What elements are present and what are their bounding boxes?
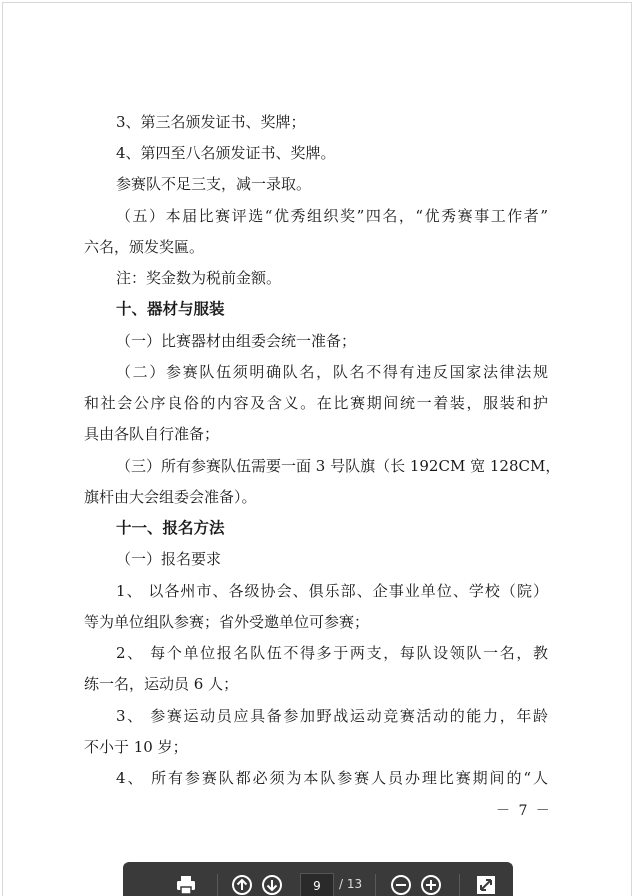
pdf-toolbar xyxy=(123,862,513,896)
page-number-input[interactable]: 9 xyxy=(300,873,334,896)
print-icon[interactable] xyxy=(175,874,197,896)
zoom-in-icon[interactable] xyxy=(420,874,442,896)
text-line: 4、第四至八名颁发证书、奖牌。 xyxy=(116,144,336,162)
text-line: 2、 每个单位报名队伍不得多于两支，每队设领队一名，教 xyxy=(116,644,548,662)
fit-page-icon[interactable] xyxy=(475,874,497,896)
subsection-heading: （一）报名要求 xyxy=(116,550,222,568)
text-line: （三）所有参赛队伍需要一面 3 号队旗（长 192CM 宽 128CM， xyxy=(116,457,561,475)
text-line: 注：奖金数为税前金额。 xyxy=(116,269,282,287)
arrow-up-icon[interactable] xyxy=(231,874,253,896)
text-line: （一）比赛器材由组委会统一准备； xyxy=(116,332,357,350)
text-line: （二）参赛队伍须明确队名，队名不得有违反国家法律法规 xyxy=(116,363,548,381)
text-line: 练一名，运动员 6 人； xyxy=(84,675,239,693)
toolbar-divider xyxy=(375,874,376,896)
text-line: 和社会公序良俗的内容及含义。在比赛期间统一着装，服装和护 xyxy=(84,394,548,412)
zoom-out-icon[interactable] xyxy=(390,874,412,896)
text-line: 参赛队不足三支，减一录取。 xyxy=(116,175,312,193)
page-total-label: / 13 xyxy=(339,877,363,891)
section-heading: 十、器材与服装 xyxy=(116,300,225,318)
toolbar-divider xyxy=(217,874,218,896)
text-line: 3、 参赛运动员应具备参加野战运动竞赛活动的能力，年龄 xyxy=(116,707,548,725)
text-line: 3、第三名颁发证书、奖牌； xyxy=(116,113,306,131)
text-line: 不小于 10 岁； xyxy=(84,738,188,756)
text-line: （五）本届比赛评选“优秀组织奖”四名，“优秀赛事工作者” xyxy=(116,207,548,225)
text-line: 4、 所有参赛队都必须为本队参赛人员办理比赛期间的“人 xyxy=(116,769,548,787)
page-number: － 7 － xyxy=(496,803,552,819)
text-line: 六名，颁发奖匾。 xyxy=(84,238,205,256)
page-sheet xyxy=(2,2,632,896)
text-line: 1、 以各州市、各级协会、俱乐部、企事业单位、学校（院） xyxy=(116,582,548,600)
text-line: 旗杆由大会组委会准备）。 xyxy=(84,488,257,506)
text-line: 等为单位组队参赛；省外受邀单位可参赛； xyxy=(84,613,370,631)
section-heading: 十一、报名方法 xyxy=(116,519,225,537)
toolbar-divider xyxy=(459,874,460,896)
text-line: 具由各队自行准备； xyxy=(84,425,220,443)
arrow-down-icon[interactable] xyxy=(261,874,283,896)
